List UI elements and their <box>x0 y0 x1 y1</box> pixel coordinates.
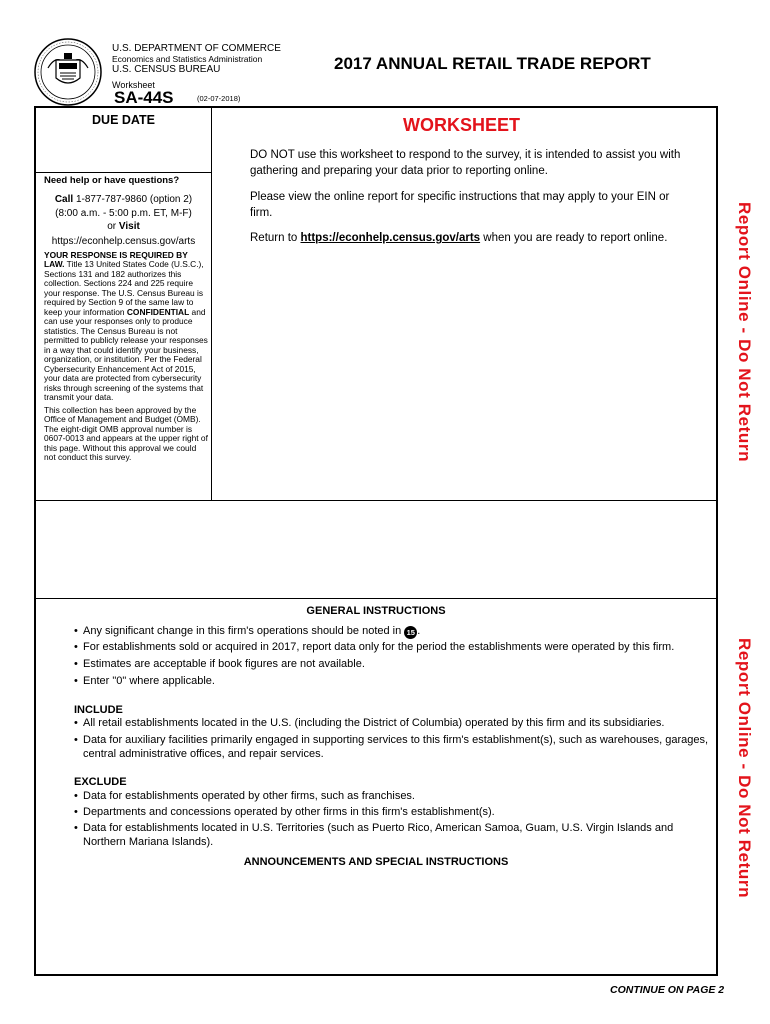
call-label: Call <box>54 194 74 205</box>
announcements-title: ANNOUNCEMENTS AND SPECIAL INSTRUCTIONS <box>243 856 509 868</box>
list-item <box>74 625 714 639</box>
worksheet-return-note <box>250 231 690 247</box>
report-online-banner-bottom: Report Online - Do Not Return <box>735 637 754 899</box>
help-url[interactable]: https://econhelp.census.gov/arts <box>51 236 196 247</box>
section-divider-1 <box>36 500 716 501</box>
visit-label: Visit <box>118 221 140 232</box>
page-title: 2017 ANNUAL RETAIL TRADE REPORT <box>334 54 651 73</box>
legal-notice <box>44 251 209 466</box>
due-date-divider <box>36 172 212 173</box>
worksheet-ein-note: Please view the online report for specific instructions that may apply to your EIN or firm. <box>250 191 670 219</box>
exclude-bullets <box>74 790 714 849</box>
item-15-badge: 15 <box>404 626 417 639</box>
list-item: • Enter "0" where applicable. <box>74 675 714 689</box>
legal-text-b: and can use your responses only to produce statistics. The Census Bureau is not permitted to publicly release your responses in a way that could identify your business, organization, or institution. Per the Federal Cybersecurity Enhancement Act of 2015, your data are protected from cybersecurity risks through screening of the systems that transmit your data. <box>44 306 208 403</box>
legal-paragraph-2: This collection has been approved by the Office of Management and Budget (OMB). The eight-digit OMB approval number is 0607-0013 and appears at the upper right of this page. Without this approval we could not conduct this survey. <box>44 404 208 463</box>
help-hours: (8:00 a.m. - 5:00 p.m. ET, M-F) <box>55 208 192 219</box>
report-online-banner-top: Report Online - Do Not Return <box>735 201 754 463</box>
administration-name: Economics and Statistics Administration <box>112 54 263 64</box>
general-instructions-title: GENERAL INSTRUCTIONS <box>306 605 446 617</box>
agency-block <box>112 44 281 90</box>
help-title: Need help or have questions? <box>44 175 180 186</box>
bullet-text: Any significant change in this firm's operations should be noted in <box>83 625 405 637</box>
legal-confidential: CONFIDENTIAL <box>126 306 190 317</box>
department-of-commerce-seal-icon <box>34 38 102 106</box>
left-column-divider <box>211 108 212 500</box>
list-item: • Data for establishments operated by other firms, such as franchises. <box>74 790 714 804</box>
department-name: U.S. DEPARTMENT OF COMMERCE <box>112 43 281 54</box>
worksheet-title: WORKSHEET <box>403 115 520 135</box>
form-number: SA-44S <box>114 88 174 107</box>
due-date-label: DUE DATE <box>92 113 155 127</box>
bureau-name: U.S. CENSUS BUREAU <box>112 63 221 75</box>
section-divider-2 <box>36 598 716 599</box>
form-date: (02-07-2018) <box>197 94 241 103</box>
or-text: or <box>107 221 119 232</box>
return-suffix: when you are ready to report online. <box>480 232 668 244</box>
list-item: • For establishments sold or acquired in 2017, report data only for the period the establishments were operated by this firm. <box>74 641 714 655</box>
legal-required-heading: YOUR RESPONSE IS REQUIRED BY LAW. <box>44 250 188 270</box>
return-prefix: Return to <box>250 232 301 244</box>
help-or-visit <box>36 220 211 234</box>
bullet-end: . <box>417 625 421 637</box>
legal-text-a: Title 13 United States Code (U.S.C.), Sections 131 and 182 authorizes this collection. Sections 224 and 225 require your response. The U.S. Census Bureau is required by Section 9 of the same law to keep your information <box>44 259 204 317</box>
include-bullets <box>74 717 714 762</box>
list-item: • Estimates are acceptable if book figures are not available. <box>74 658 714 672</box>
continue-note: CONTINUE ON PAGE 2 <box>610 984 725 996</box>
list-item: • Data for auxiliary facilities primarily engaged in supporting services to this firm's establishment(s), such as warehouses, garages, central administrative offices, and repair services. <box>74 734 714 762</box>
legal-paragraph-1 <box>44 251 209 403</box>
list-item: • Data for establishments located in U.S. Territories (such as Puerto Rico, American Samoa, Guam, U.S. Virgin Islands and Northern Mariana Islands). <box>74 822 714 850</box>
include-heading: INCLUDE <box>74 704 123 716</box>
exclude-heading: EXCLUDE <box>74 776 127 788</box>
help-phone <box>36 193 211 207</box>
phone-number: 1-877-787-9860 (option 2) <box>73 194 193 205</box>
document-type: Worksheet <box>112 79 155 90</box>
list-item: • Departments and concessions operated by other firms in this firm's establishment(s). <box>74 806 714 820</box>
econhelp-link[interactable]: https://econhelp.census.gov/arts <box>300 232 481 244</box>
general-bullets <box>74 625 714 689</box>
worksheet-notice: DO NOT use this worksheet to respond to the survey, it is intended to assist you with gathering and preparing your data prior to reporting online. <box>250 149 681 177</box>
list-item: • All retail establishments located in the U.S. (including the District of Columbia) operated by this firm and its subsidiaries. <box>74 717 714 731</box>
